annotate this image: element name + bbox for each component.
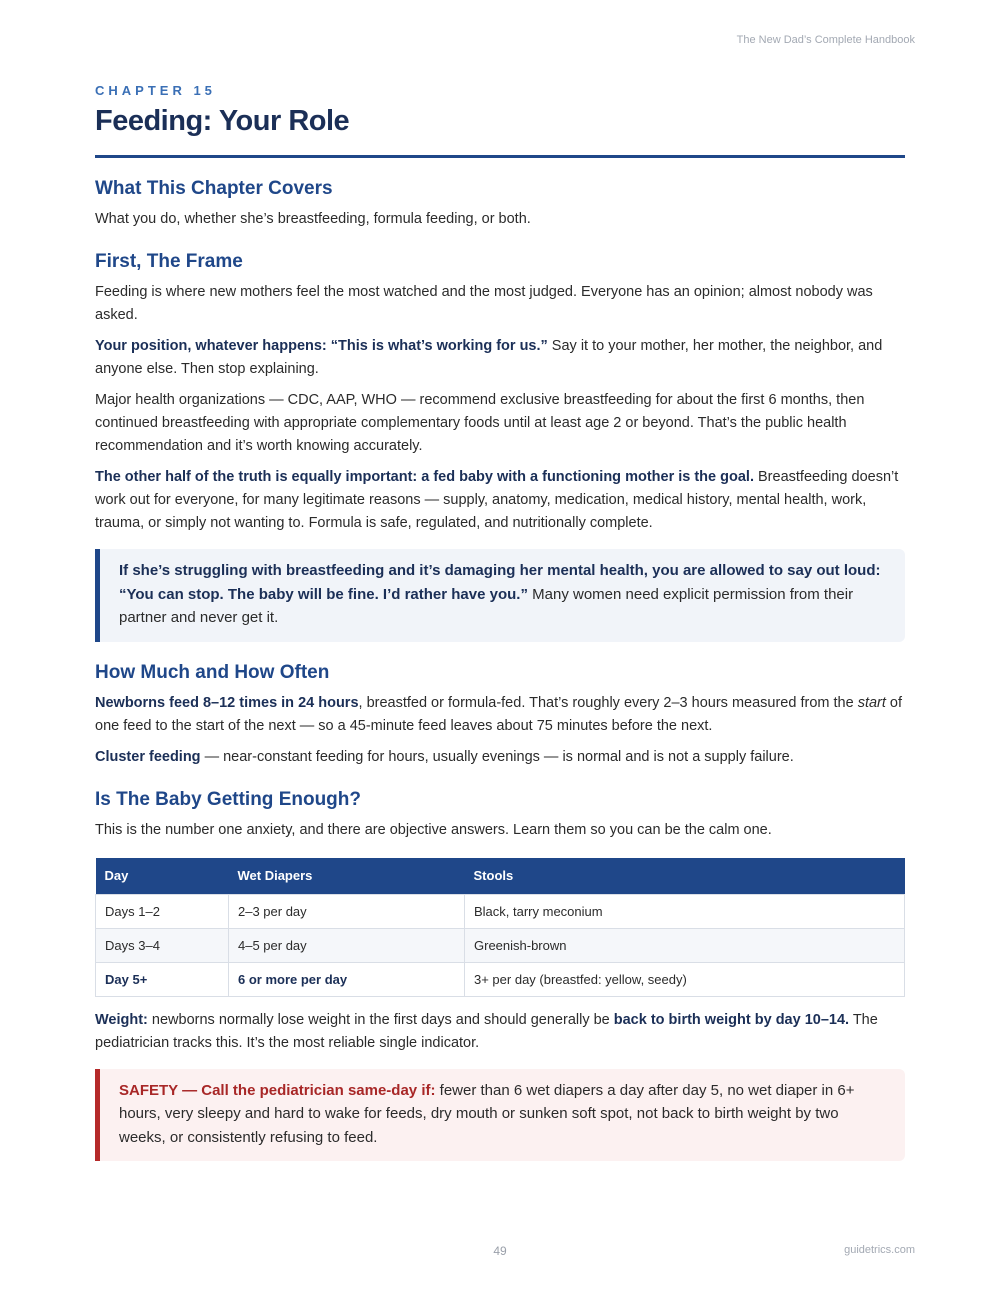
footer-site: guidetrics.com <box>844 1244 915 1256</box>
table-row <box>96 928 905 962</box>
callout-text <box>119 1079 887 1150</box>
safety-callout <box>95 1069 905 1162</box>
paragraph <box>95 1009 905 1055</box>
diaper-output-table <box>95 858 905 997</box>
table-header-row <box>96 858 905 895</box>
section-heading: How Much and How Often <box>95 661 330 683</box>
paragraph <box>95 746 905 769</box>
emphasis-text: Your position, whatever happens: “This is what’s working for us.” <box>95 338 548 354</box>
section-heading: Is The Baby Getting Enough? <box>95 788 361 810</box>
title-rule <box>95 155 905 158</box>
body-text: newborns normally lose weight in the first days and should generally be <box>147 1011 614 1028</box>
section-first-the-frame <box>95 251 905 642</box>
section-getting-enough <box>95 789 905 1162</box>
chapter-content <box>95 178 905 1161</box>
body-text: — near-constant feeding for hours, usually evenings — is normal and is not a supply failure. <box>200 748 794 765</box>
emphasis-text: Newborns feed 8–12 times in 24 hours <box>95 694 359 711</box>
section-heading: What This Chapter Covers <box>95 178 333 199</box>
emphasis-text: Cluster feeding <box>95 748 201 765</box>
table-cell: Days 1–2 <box>96 894 229 928</box>
table-row <box>96 962 905 996</box>
emphasis-text: Weight: <box>95 1011 148 1028</box>
table-header-cell: Day <box>96 858 229 895</box>
table-cell: Days 3–4 <box>96 928 229 962</box>
table-cell: Day 5+ <box>96 962 229 996</box>
body-text: , breastfed or formula-fed. That’s roughly every 2–3 hours measured from the <box>358 694 858 711</box>
table-cell: 3+ per day (breastfed: yellow, seedy) <box>465 962 905 996</box>
chapter-title: Feeding: Your Role <box>95 105 350 137</box>
paragraph: Feeding is where new mothers feel the most watched and the most judged. Everyone has an opinion; almost nobody was asked. <box>95 284 873 323</box>
paragraph: This is the number one anxiety, and there are objective answers. Learn them so you can be the calm one. <box>95 821 772 838</box>
callout-text <box>119 559 887 630</box>
body-text: The pediatrician tracks this. It’s the most reliable single indicator. <box>95 1011 878 1051</box>
paragraph <box>95 692 905 738</box>
permission-callout <box>95 549 905 642</box>
table-cell: 4–5 per day <box>229 928 465 962</box>
body-text: Say it to your mother, her mother, the neighbor, and anyone else. Then stop explaining. <box>95 338 883 377</box>
section-how-much-how-often <box>95 662 905 769</box>
paragraph: Major health organizations — CDC, AAP, WHO — recommend exclusive breastfeeding for about the first 6 months, then continued breastfeeding with appropriate complementary foods until at least age 2 or beyond. That’s the public health recommendation and it’s worth knowing accurately. <box>95 392 865 454</box>
paragraph <box>95 466 905 535</box>
table-header-cell: Wet Diapers <box>229 858 465 895</box>
table-header-cell: Stools <box>465 858 905 895</box>
table-cell: Greenish-brown <box>465 928 905 962</box>
body-text: Many women need explicit permission from their partner and never get it. <box>119 585 854 626</box>
table-cell: 2–3 per day <box>229 894 465 928</box>
page-number: 49 <box>493 1244 507 1258</box>
chapter-label: CHAPTER 15 <box>95 83 216 98</box>
emphasis-text: The other half of the truth is equally important: a fed baby with a functioning mother is the goal. <box>95 469 754 485</box>
italic-text: start <box>857 694 886 711</box>
paragraph: What you do, whether she’s breastfeeding, formula feeding, or both. <box>95 211 531 227</box>
table-cell: Black, tarry meconium <box>465 894 905 928</box>
body-text: fewer than 6 wet diapers a day after day 5, no wet diaper in 6+ hours, very sleepy and hard to wake for feeds, dry mouth or sunken soft spot, not back to birth weight by two weeks, or consistently refusing to feed. <box>119 1081 855 1146</box>
body-text: of one feed to the start of the next — so a 45-minute feed leaves about 75 minutes before the next. <box>95 694 903 734</box>
section-heading: First, The Frame <box>95 251 243 272</box>
table-row <box>96 894 905 928</box>
emphasis-text: If she’s struggling with breastfeeding and it’s damaging her mental health, you are allowed to say out loud: “You can stop. The baby will be fine. I’d rather have you.” <box>119 562 881 603</box>
body-text: Breastfeeding doesn’t work out for everyone, for many legitimate reasons — supply, anatomy, medication, medical history, mental health, work, trauma, or simply not wanting to. Formula is safe, regulated, and nutritionally complete. <box>95 469 899 531</box>
paragraph <box>95 335 905 381</box>
emphasis-text: back to birth weight by day 10–14. <box>613 1011 850 1028</box>
running-head: The New Dad’s Complete Handbook <box>736 34 915 46</box>
section-chapter-covers <box>95 178 905 231</box>
table-cell: 6 or more per day <box>229 962 465 996</box>
safety-label: SAFETY — Call the pediatrician same-day if: <box>119 1081 436 1099</box>
